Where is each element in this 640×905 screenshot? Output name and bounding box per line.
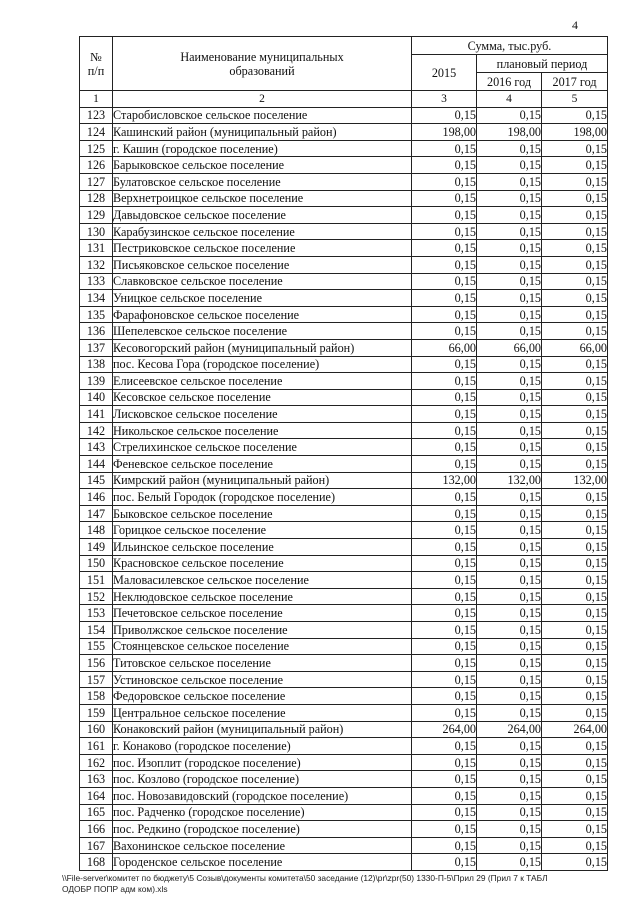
table-row (80, 456, 608, 473)
value-2016: 0,15 (477, 854, 542, 871)
value-2015: 0,15 (412, 190, 477, 207)
value-2015: 0,15 (412, 273, 477, 290)
value-2016: 0,15 (477, 323, 542, 340)
row-number: 168 (80, 854, 113, 871)
table-row (80, 821, 608, 838)
value-2016: 0,15 (477, 605, 542, 622)
value-2016: 0,15 (477, 837, 542, 854)
value-2017: 0,15 (542, 107, 608, 124)
table-row (80, 721, 608, 738)
table-row (80, 522, 608, 539)
column-number-row (80, 91, 608, 108)
row-number: 159 (80, 704, 113, 721)
row-number: 166 (80, 821, 113, 838)
municipality-name: Никольское сельское поселение (113, 422, 412, 439)
budget-table (79, 36, 608, 871)
value-2016: 0,15 (477, 804, 542, 821)
column-number: 1 (80, 91, 113, 108)
municipality-name: Быковское сельское поселение (113, 505, 412, 522)
table-row (80, 804, 608, 821)
value-2017: 0,15 (542, 804, 608, 821)
table-row (80, 240, 608, 257)
table-row (80, 754, 608, 771)
municipality-name: Устиновское сельское поселение (113, 671, 412, 688)
value-2017: 132,00 (542, 472, 608, 489)
row-number: 151 (80, 572, 113, 589)
value-2017: 0,15 (542, 688, 608, 705)
value-2015: 0,15 (412, 771, 477, 788)
row-number: 144 (80, 456, 113, 473)
value-2017: 0,15 (542, 572, 608, 589)
value-2016: 0,15 (477, 588, 542, 605)
value-2016: 0,15 (477, 223, 542, 240)
value-2016: 198,00 (477, 124, 542, 141)
municipality-name: Булатовское сельское поселение (113, 173, 412, 190)
column-number: 2 (113, 91, 412, 108)
table-row (80, 389, 608, 406)
municipality-name: Славковское сельское поселение (113, 273, 412, 290)
header-plan-period: плановый период (477, 55, 608, 73)
municipality-name: пос. Радченко (городское поселение) (113, 804, 412, 821)
value-2016: 132,00 (477, 472, 542, 489)
value-2017: 0,15 (542, 223, 608, 240)
municipality-name: пос. Редкино (городское поселение) (113, 821, 412, 838)
row-number: 147 (80, 505, 113, 522)
municipality-name: Кесовское сельское поселение (113, 389, 412, 406)
municipality-name: пос. Новозавидовский (городское поселение) (113, 787, 412, 804)
row-number: 134 (80, 290, 113, 307)
row-number: 145 (80, 472, 113, 489)
municipality-name: Красновское сельское поселение (113, 555, 412, 572)
value-2015: 0,15 (412, 605, 477, 622)
header-name: Наименование муниципальных образований (113, 37, 412, 91)
table-row (80, 273, 608, 290)
value-2016: 0,15 (477, 489, 542, 506)
table-body (80, 107, 608, 870)
header-2015: 2015 (412, 55, 477, 91)
value-2016: 0,15 (477, 671, 542, 688)
table-row (80, 605, 608, 622)
value-2016: 0,15 (477, 422, 542, 439)
value-2017: 0,15 (542, 157, 608, 174)
row-number: 136 (80, 323, 113, 340)
value-2017: 0,15 (542, 539, 608, 556)
value-2016: 0,15 (477, 555, 542, 572)
value-2015: 0,15 (412, 638, 477, 655)
table-row (80, 323, 608, 340)
table-row (80, 704, 608, 721)
row-number: 129 (80, 207, 113, 224)
row-number: 123 (80, 107, 113, 124)
value-2015: 0,15 (412, 622, 477, 639)
value-2015: 0,15 (412, 787, 477, 804)
row-number: 162 (80, 754, 113, 771)
value-2017: 0,15 (542, 173, 608, 190)
table-row (80, 439, 608, 456)
value-2017: 0,15 (542, 273, 608, 290)
row-number: 155 (80, 638, 113, 655)
row-number: 165 (80, 804, 113, 821)
municipality-name: пос. Кесова Гора (городское поселение) (113, 356, 412, 373)
value-2016: 0,15 (477, 356, 542, 373)
municipality-name: Маловасилевское сельское поселение (113, 572, 412, 589)
table-row (80, 771, 608, 788)
value-2015: 0,15 (412, 306, 477, 323)
value-2015: 132,00 (412, 472, 477, 489)
row-number: 132 (80, 256, 113, 273)
value-2015: 0,15 (412, 572, 477, 589)
value-2017: 0,15 (542, 522, 608, 539)
value-2017: 0,15 (542, 588, 608, 605)
municipality-name: Давыдовское сельское поселение (113, 207, 412, 224)
value-2016: 0,15 (477, 173, 542, 190)
value-2016: 0,15 (477, 406, 542, 423)
municipality-name: Старобисловское сельское поселение (113, 107, 412, 124)
value-2017: 0,15 (542, 738, 608, 755)
value-2017: 0,15 (542, 489, 608, 506)
value-2017: 0,15 (542, 439, 608, 456)
header-2017: 2017 год (542, 73, 608, 91)
row-number: 149 (80, 539, 113, 556)
value-2015: 0,15 (412, 539, 477, 556)
value-2017: 0,15 (542, 290, 608, 307)
value-2016: 0,15 (477, 704, 542, 721)
value-2017: 0,15 (542, 190, 608, 207)
municipality-name: Ильинское сельское поселение (113, 539, 412, 556)
value-2017: 0,15 (542, 771, 608, 788)
municipality-name: Лисковское сельское поселение (113, 406, 412, 423)
table-row (80, 190, 608, 207)
value-2017: 0,15 (542, 422, 608, 439)
value-2016: 0,15 (477, 655, 542, 672)
value-2017: 0,15 (542, 256, 608, 273)
value-2015: 0,15 (412, 207, 477, 224)
row-number: 146 (80, 489, 113, 506)
value-2015: 0,15 (412, 422, 477, 439)
municipality-name: г. Кашин (городское поселение) (113, 140, 412, 157)
value-2017: 0,15 (542, 389, 608, 406)
value-2016: 0,15 (477, 505, 542, 522)
file-path-footer (62, 873, 622, 895)
table-row (80, 207, 608, 224)
municipality-name: Вахонинское сельское поселение (113, 837, 412, 854)
row-number: 141 (80, 406, 113, 423)
value-2016: 0,15 (477, 157, 542, 174)
value-2016: 0,15 (477, 522, 542, 539)
column-number: 3 (412, 91, 477, 108)
file-path-line: \\File-server\комитет по бюджету\5 Созыв\документы комитета\50 заседание (12)\pr\zpr(50) 1330-П-5\Прил 29 (Прил 7 к ТАБЛ (62, 873, 548, 883)
municipality-name: Кесовогорский район (муниципальный район) (113, 339, 412, 356)
value-2015: 0,15 (412, 256, 477, 273)
column-number: 5 (542, 91, 608, 108)
row-number: 156 (80, 655, 113, 672)
table-row (80, 638, 608, 655)
value-2017: 0,15 (542, 306, 608, 323)
row-number: 137 (80, 339, 113, 356)
municipality-name: Шепелевское сельское поселение (113, 323, 412, 340)
value-2016: 0,15 (477, 389, 542, 406)
value-2017: 198,00 (542, 124, 608, 141)
row-number: 160 (80, 721, 113, 738)
municipality-name: Федоровское сельское поселение (113, 688, 412, 705)
value-2017: 0,15 (542, 555, 608, 572)
value-2017: 0,15 (542, 854, 608, 871)
value-2015: 0,15 (412, 140, 477, 157)
value-2016: 66,00 (477, 339, 542, 356)
value-2015: 0,15 (412, 671, 477, 688)
table-row (80, 256, 608, 273)
value-2015: 0,15 (412, 837, 477, 854)
municipality-name: Титовское сельское поселение (113, 655, 412, 672)
value-2015: 0,15 (412, 588, 477, 605)
table-row (80, 373, 608, 390)
table-row (80, 290, 608, 307)
municipality-name: Фарафоновское сельское поселение (113, 306, 412, 323)
row-number: 138 (80, 356, 113, 373)
value-2017: 0,15 (542, 605, 608, 622)
table-row (80, 555, 608, 572)
municipality-name: Городенское сельское поселение (113, 854, 412, 871)
value-2015: 0,15 (412, 854, 477, 871)
value-2015: 0,15 (412, 704, 477, 721)
header-sum: Сумма, тыс.руб. (412, 37, 608, 55)
row-number: 126 (80, 157, 113, 174)
value-2016: 0,15 (477, 456, 542, 473)
table-row (80, 489, 608, 506)
municipality-name: Пестриковское сельское поселение (113, 240, 412, 257)
value-2015: 0,15 (412, 505, 477, 522)
value-2015: 0,15 (412, 223, 477, 240)
value-2017: 264,00 (542, 721, 608, 738)
value-2015: 0,15 (412, 522, 477, 539)
value-2017: 0,15 (542, 837, 608, 854)
value-2016: 0,15 (477, 190, 542, 207)
municipality-name: Уницкое сельское поселение (113, 290, 412, 307)
table-row (80, 588, 608, 605)
value-2015: 0,15 (412, 389, 477, 406)
value-2015: 0,15 (412, 655, 477, 672)
municipality-name: Горицкое сельское поселение (113, 522, 412, 539)
value-2017: 0,15 (542, 356, 608, 373)
value-2017: 0,15 (542, 655, 608, 672)
value-2017: 0,15 (542, 406, 608, 423)
row-number: 154 (80, 622, 113, 639)
value-2016: 0,15 (477, 140, 542, 157)
value-2017: 0,15 (542, 787, 608, 804)
municipality-name: Елисеевское сельское поселение (113, 373, 412, 390)
row-number: 125 (80, 140, 113, 157)
value-2015: 66,00 (412, 339, 477, 356)
value-2017: 0,15 (542, 207, 608, 224)
value-2016: 0,15 (477, 373, 542, 390)
row-number: 133 (80, 273, 113, 290)
value-2015: 0,15 (412, 173, 477, 190)
value-2017: 0,15 (542, 373, 608, 390)
value-2016: 0,15 (477, 107, 542, 124)
table-row (80, 223, 608, 240)
value-2015: 264,00 (412, 721, 477, 738)
value-2016: 0,15 (477, 572, 542, 589)
value-2015: 0,15 (412, 754, 477, 771)
value-2015: 0,15 (412, 738, 477, 755)
table-row (80, 854, 608, 871)
table-row (80, 422, 608, 439)
row-number: 163 (80, 771, 113, 788)
municipality-name: Кимрский район (муниципальный район) (113, 472, 412, 489)
value-2017: 0,15 (542, 671, 608, 688)
row-number: 167 (80, 837, 113, 854)
column-number: 4 (477, 91, 542, 108)
row-number: 131 (80, 240, 113, 257)
value-2015: 0,15 (412, 555, 477, 572)
value-2017: 0,15 (542, 704, 608, 721)
value-2015: 0,15 (412, 107, 477, 124)
value-2015: 0,15 (412, 439, 477, 456)
value-2016: 0,15 (477, 622, 542, 639)
municipality-name: Центральное сельское поселение (113, 704, 412, 721)
value-2016: 0,15 (477, 273, 542, 290)
municipality-name: Карабузинское сельское поселение (113, 223, 412, 240)
value-2017: 0,15 (542, 140, 608, 157)
table-row (80, 671, 608, 688)
row-number: 135 (80, 306, 113, 323)
value-2016: 0,15 (477, 787, 542, 804)
value-2015: 0,15 (412, 323, 477, 340)
value-2016: 0,15 (477, 771, 542, 788)
table-row (80, 655, 608, 672)
value-2016: 0,15 (477, 821, 542, 838)
table-row (80, 157, 608, 174)
municipality-name: Печетовское сельское поселение (113, 605, 412, 622)
row-number: 143 (80, 439, 113, 456)
value-2015: 0,15 (412, 157, 477, 174)
municipality-name: пос. Козлово (городское поселение) (113, 771, 412, 788)
value-2016: 0,15 (477, 754, 542, 771)
value-2017: 0,15 (542, 323, 608, 340)
table-row (80, 339, 608, 356)
value-2015: 0,15 (412, 373, 477, 390)
page-number: 4 (572, 18, 578, 32)
value-2015: 0,15 (412, 290, 477, 307)
table-row (80, 738, 608, 755)
value-2016: 0,15 (477, 688, 542, 705)
value-2017: 0,15 (542, 754, 608, 771)
value-2015: 0,15 (412, 821, 477, 838)
value-2016: 0,15 (477, 439, 542, 456)
municipality-name: пос. Белый Городок (городское поселение) (113, 489, 412, 506)
value-2015: 0,15 (412, 804, 477, 821)
value-2015: 0,15 (412, 688, 477, 705)
municipality-name: пос. Изоплит (городское поселение) (113, 754, 412, 771)
value-2015: 0,15 (412, 489, 477, 506)
municipality-name: Конаковский район (муниципальный район) (113, 721, 412, 738)
municipality-name: Кашинский район (муниципальный район) (113, 124, 412, 141)
row-number: 139 (80, 373, 113, 390)
value-2017: 0,15 (542, 821, 608, 838)
row-number: 152 (80, 588, 113, 605)
table-row (80, 356, 608, 373)
value-2016: 0,15 (477, 256, 542, 273)
municipality-name: Стрелихинское сельское поселение (113, 439, 412, 456)
table-row (80, 173, 608, 190)
table-row (80, 787, 608, 804)
value-2015: 0,15 (412, 240, 477, 257)
table-row (80, 622, 608, 639)
value-2015: 198,00 (412, 124, 477, 141)
row-number: 150 (80, 555, 113, 572)
municipality-name: Барыковское сельское поселение (113, 157, 412, 174)
table-row (80, 688, 608, 705)
row-number: 158 (80, 688, 113, 705)
municipality-name: Феневское сельское поселение (113, 456, 412, 473)
table-row (80, 124, 608, 141)
file-path-line: ОДОБР ПОПР адм ком).xls (62, 884, 168, 894)
municipality-name: Стоянцевское сельское поселение (113, 638, 412, 655)
value-2016: 0,15 (477, 539, 542, 556)
row-number: 130 (80, 223, 113, 240)
value-2015: 0,15 (412, 456, 477, 473)
row-number: 157 (80, 671, 113, 688)
value-2016: 0,15 (477, 207, 542, 224)
table-row (80, 505, 608, 522)
row-number: 127 (80, 173, 113, 190)
value-2017: 0,15 (542, 456, 608, 473)
value-2016: 0,15 (477, 738, 542, 755)
table-row (80, 572, 608, 589)
municipality-name: Верхнетроицкое сельское поселение (113, 190, 412, 207)
table-header (80, 37, 608, 108)
row-number: 140 (80, 389, 113, 406)
row-number: 124 (80, 124, 113, 141)
value-2016: 0,15 (477, 290, 542, 307)
table-row (80, 837, 608, 854)
table-row (80, 472, 608, 489)
row-number: 142 (80, 422, 113, 439)
municipality-name: Письяковское сельское поселение (113, 256, 412, 273)
value-2017: 0,15 (542, 638, 608, 655)
municipality-name: Приволжское сельское поселение (113, 622, 412, 639)
value-2015: 0,15 (412, 406, 477, 423)
municipality-name: г. Конаково (городское поселение) (113, 738, 412, 755)
table-row (80, 140, 608, 157)
table-row (80, 107, 608, 124)
value-2016: 264,00 (477, 721, 542, 738)
header-number: № п/п (80, 37, 113, 91)
table-row (80, 406, 608, 423)
value-2017: 0,15 (542, 505, 608, 522)
value-2015: 0,15 (412, 356, 477, 373)
row-number: 153 (80, 605, 113, 622)
row-number: 161 (80, 738, 113, 755)
row-number: 148 (80, 522, 113, 539)
value-2017: 66,00 (542, 339, 608, 356)
value-2016: 0,15 (477, 240, 542, 257)
value-2016: 0,15 (477, 306, 542, 323)
value-2017: 0,15 (542, 240, 608, 257)
header-2016: 2016 год (477, 73, 542, 91)
municipality-name: Неклюдовское сельское поселение (113, 588, 412, 605)
value-2016: 0,15 (477, 638, 542, 655)
value-2017: 0,15 (542, 622, 608, 639)
table-row (80, 539, 608, 556)
row-number: 128 (80, 190, 113, 207)
row-number: 164 (80, 787, 113, 804)
table-row (80, 306, 608, 323)
